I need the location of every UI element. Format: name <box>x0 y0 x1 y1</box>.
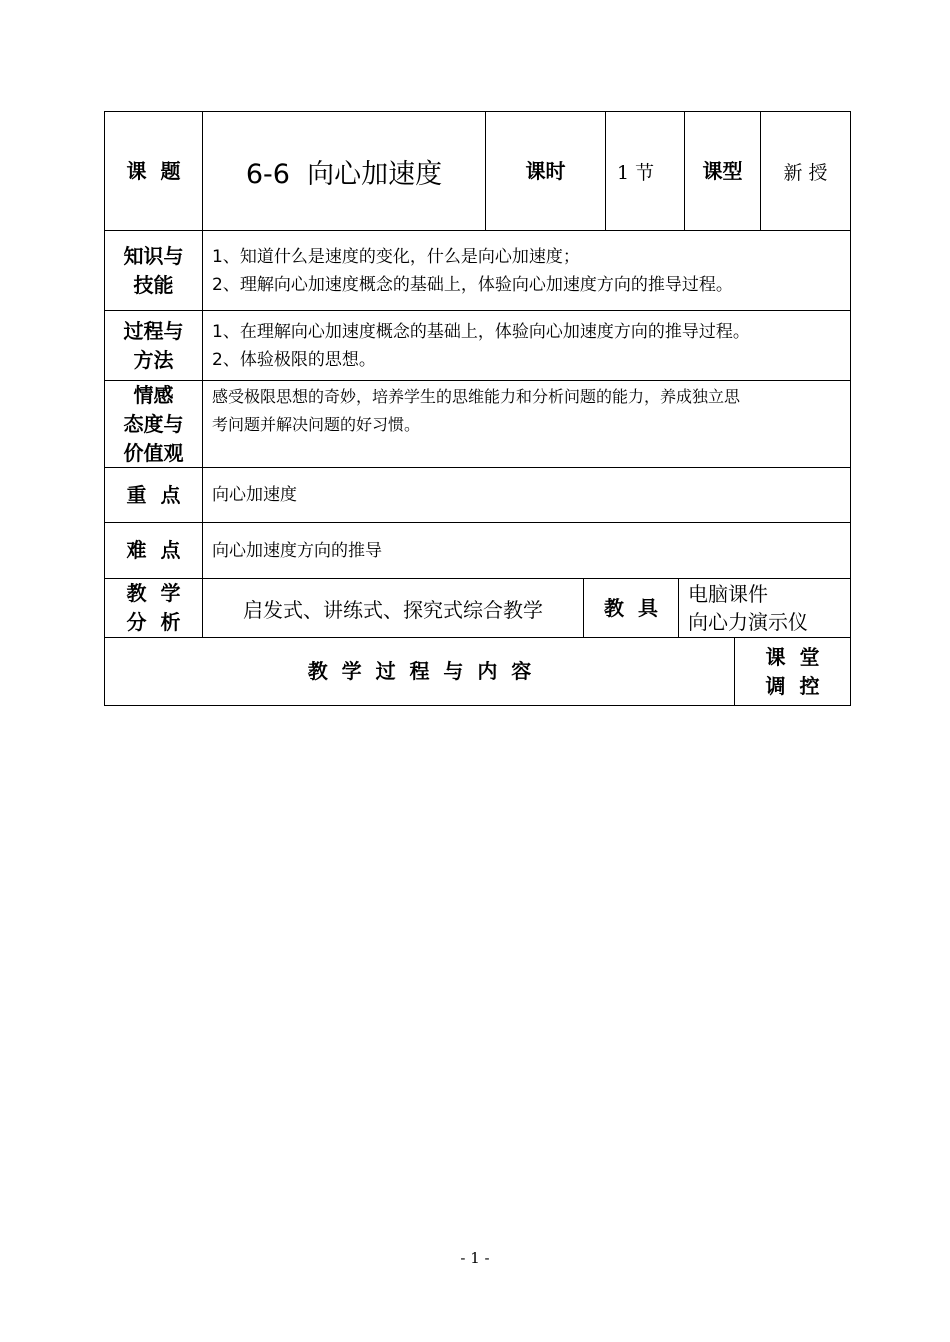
process-content <box>212 311 848 380</box>
difficult-point-text: 向心加速度方向的推导 <box>212 540 382 561</box>
knowledge-label-line2: 技能 <box>133 272 174 297</box>
attitude-label <box>105 381 202 467</box>
process-label-line2: 方法 <box>133 347 174 372</box>
tools-label: 教 具 <box>604 595 658 620</box>
hours-label: 课时 <box>525 158 566 183</box>
type-label: 课型 <box>702 158 743 183</box>
tools-item: 向心力演示仪 <box>688 610 808 634</box>
type-value: 新 授 <box>783 161 828 184</box>
topic-label: 课 题 <box>126 158 181 183</box>
attitude-text-line1: 感受极限思想的奇妙，培养学生的思维能力和分析问题的能力，养成独立思 <box>212 387 741 406</box>
key-point-text: 向心加速度 <box>212 485 297 505</box>
knowledge-item: 2、理解向心加速度概念的基础上，体验向心加速度方向的推导过程。 <box>212 274 733 295</box>
process-item: 1、在理解向心加速度概念的基础上，体验向心加速度方向的推导过程。 <box>212 321 750 342</box>
attitude-label-line3: 价值观 <box>123 440 184 465</box>
classroom-control-label <box>735 638 850 705</box>
attitude-label-line1: 情感 <box>133 382 174 407</box>
tools-item: 电脑课件 <box>688 582 768 606</box>
control-label-line2: 调 控 <box>765 673 820 698</box>
analysis-label <box>105 579 202 637</box>
attitude-content <box>212 381 848 441</box>
knowledge-label-line1: 知识与 <box>123 243 184 268</box>
knowledge-content <box>212 231 848 310</box>
teaching-method: 启发式、讲练式、探究式综合教学 <box>243 597 543 622</box>
process-label-line1: 过程与 <box>123 318 184 343</box>
analysis-label-line2: 分 析 <box>126 610 181 634</box>
attitude-label-line2: 态度与 <box>123 411 184 436</box>
knowledge-item: 1、知道什么是速度的变化，什么是向心加速度； <box>212 246 580 267</box>
process-header-title: 教 学 过 程 与 内 容 <box>307 659 532 683</box>
process-label <box>105 311 202 380</box>
control-label-line1: 课 堂 <box>765 644 820 669</box>
difficult-point-label: 难 点 <box>126 538 181 562</box>
attitude-text-line2: 考问题并解决问题的好习惯。 <box>212 415 421 434</box>
key-point-label: 重 点 <box>126 482 181 507</box>
tools-list <box>688 579 848 637</box>
process-item: 2、体验极限的思想。 <box>212 349 376 370</box>
hours-value: 1 节 <box>617 161 655 184</box>
knowledge-label <box>105 231 202 310</box>
page-number: - 1 - <box>460 1249 490 1267</box>
analysis-label-line1: 教 学 <box>126 581 181 605</box>
lesson-title: 6-6 向心加速度 <box>245 158 443 190</box>
